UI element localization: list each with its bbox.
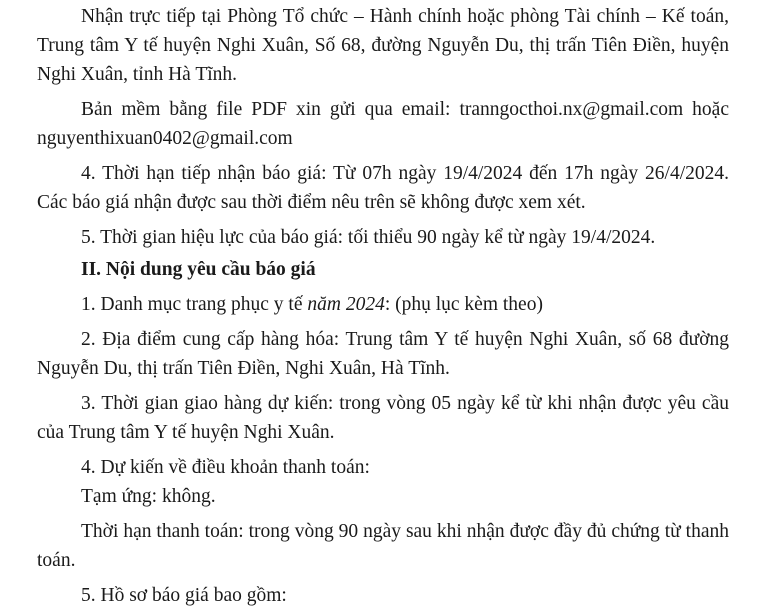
paragraph-advance-payment: Tạm ứng: không. <box>81 486 216 507</box>
paragraph-payment-deadline: Thời hạn thanh toán: trong vòng 90 ngày sau khi nhận được đầy đủ chứng từ thanh toán. <box>37 521 729 571</box>
section-heading: II. Nội dung yêu cầu báo giá <box>81 259 316 280</box>
paragraph-quote-validity: 5. Thời gian hiệu lực của báo giá: tối thiểu 90 ngày kể từ ngày 19/4/2024. <box>81 227 656 248</box>
requirement-1-text: 1. Danh mục trang phục y tế <box>81 294 308 315</box>
paragraph-requirement-3: 3. Thời gian giao hàng dự kiến: trong vòng 05 ngày kể từ khi nhận được yêu cầu của Trung tâm Y tế huyện Nghi Xuân. <box>37 393 729 443</box>
paragraph-requirement-5: 5. Hồ sơ báo giá bao gồm: <box>81 585 287 606</box>
paragraph-quote-deadline: 4. Thời hạn tiếp nhận báo giá: Từ 07h ngày 19/4/2024 đến 17h ngày 26/4/2024. Các báo giá nhận được sau thời điểm nêu trên sẽ không được xem xét. <box>37 163 729 213</box>
paragraph-requirement-1 <box>37 290 729 319</box>
paragraph-softcopy-email: Bản mềm bằng file PDF xin gửi qua email: tranngocthoi.nx@gmail.com hoặc nguyenthixuan0402@gmail.com <box>37 99 729 149</box>
paragraph-requirement-4: 4. Dự kiến về điều khoản thanh toán: <box>81 457 370 478</box>
paragraph-receive-location: Nhận trực tiếp tại Phòng Tổ chức – Hành chính hoặc phòng Tài chính – Kế toán, Trung tâm Y tế huyện Nghi Xuân, Số 68, đường Nguyễn Du, thị trấn Tiên Điền, huyện Nghi Xuân, tỉnh Hà Tĩnh. <box>37 6 729 85</box>
paragraph-requirement-2: 2. Địa điểm cung cấp hàng hóa: Trung tâm Y tế huyện Nghi Xuân, số 68 đường Nguyễn Du, thị trấn Tiên Điền, Nghi Xuân, Hà Tĩnh. <box>37 329 729 379</box>
requirement-1-suffix: : (phụ lục kèm theo) <box>384 294 543 315</box>
requirement-1-year: năm 2024 <box>307 294 385 315</box>
document-page <box>37 2 729 610</box>
